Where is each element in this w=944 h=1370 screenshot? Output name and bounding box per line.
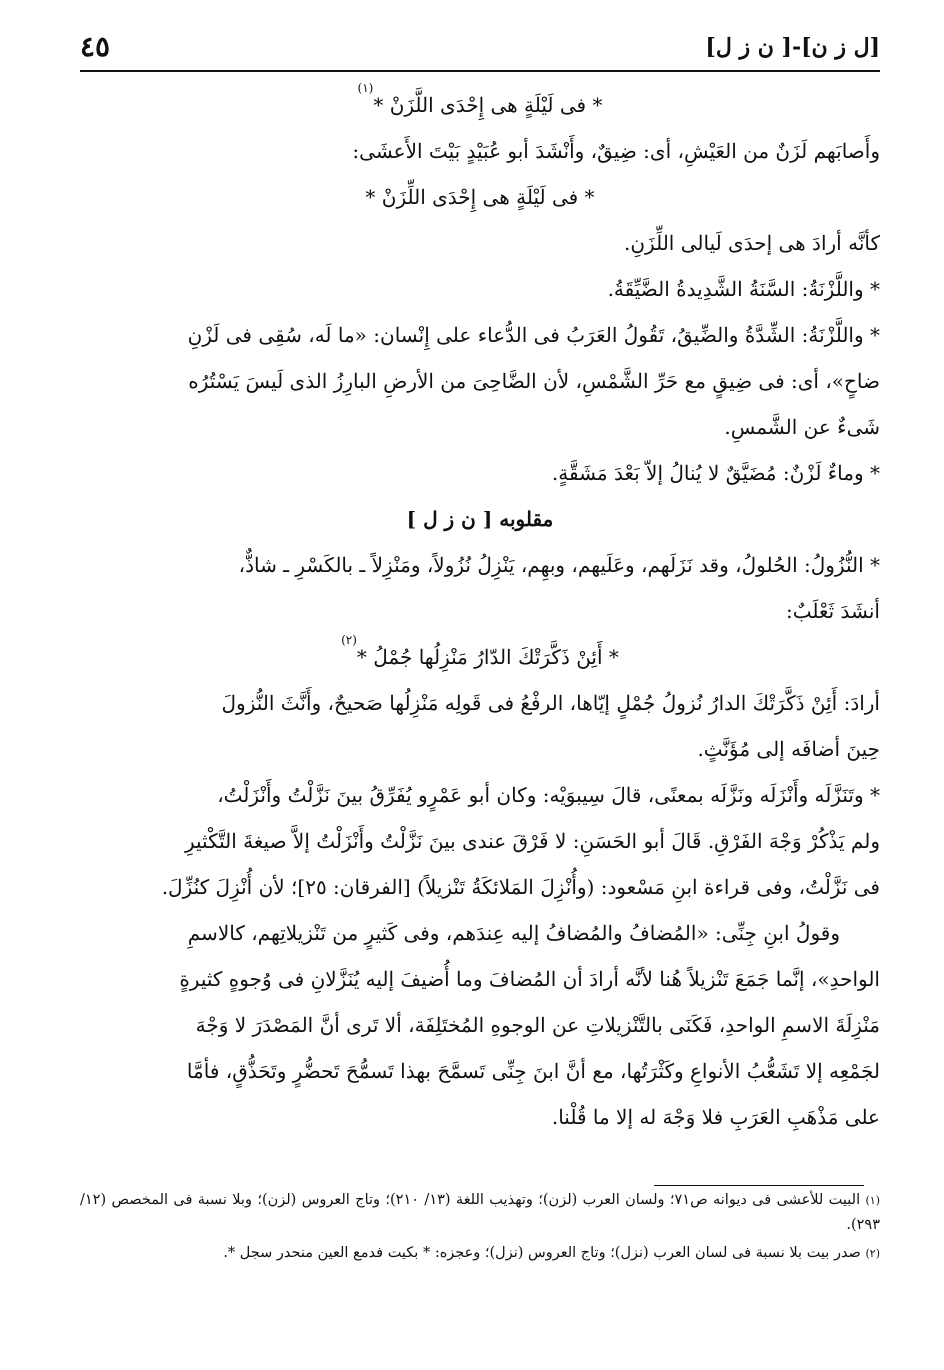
verse-line [80, 82, 880, 128]
header-rule [80, 70, 880, 72]
footnote-text: البيت للأعشى فى ديوانه ص٧١؛ ولسان العرب (لزن)؛ وتهذيب اللغة (١٣/ ٢١٠)؛ وتاج العروس (لزن)؛ وبلا نسبة فى المخصص (١٢/ ٢٩٣). [80, 1192, 880, 1233]
paragraph: وأَصابَهم لَزَنٌ من العَيْشِ، أى: ضِيقٌ، وأَنْشَدَ أبو عُبَيْدٍ بَيْتَ الأَعشَى: [352, 139, 880, 163]
page-header [80, 30, 880, 66]
paragraph-line: ضاحٍ»، أى: فى ضِيقٍ مع حَرِّ الشَّمْسِ، لأن الضَّاحِىَ من الأرضِ البارِزُ الذى لَيسَ يَسْتُرُه [188, 369, 880, 393]
main-text [80, 82, 880, 1140]
paragraph-line: فى نَزَّلْتُ، وفى قراءة ابنِ مَسْعود: (وأُنْزِلَ المَلائكَةُ تَنْزيلاً) [الفرقان: ٢٥]؛ لأن أُنْزِلَ كنُزِّلَ. [161, 875, 880, 899]
paragraph-line: ولم يَذْكُرْ وَجْهَ الفَرْقِ. قَالَ أبو الحَسَنِ: لا فَرْقَ عندى بينَ نَزَّلْتُ وأَنْزَلْتُ إلاَّ صيغةَ التَّكْثيرِ [184, 829, 880, 853]
footnote-1 [80, 1188, 880, 1238]
entry-line: * واللَّزْنَةُ: الشِّدَّةُ والضِّيقُ، تَقُولُ العَرَبُ فى الدُّعاء على إِنْسان: «ما لَه، سُقِى فى لَزْنِ [187, 323, 880, 347]
paragraph-line: حِينَ أضافَه إلى مُؤَنَّثٍ. [697, 737, 880, 761]
entry-line: * واللَّزْنَةُ: السَّنَةُ الشَّدِيدةُ الضَّيِّقَةُ. [607, 277, 880, 301]
entry-line: * وتَنَزَّلَه وأَنْزَلَه ونَزَّلَه بمعنًى، قالَ سِيبوَيْه: وكان أبو عَمْرٍو يُفَرِّقُ بينَ نَزَّلْتُ وأَنْزَلْتُ، [217, 783, 880, 807]
root-title: [ل ز ن]-[ ن ز ل] [705, 34, 880, 60]
paragraph-line: على مَذْهَبِ العَرَبِ فلا وَجْهَ له إلا ما قُلْنا. [551, 1105, 880, 1129]
page-number: ٤٥ [80, 30, 111, 63]
paragraph-line: الواحدِ»، إنَّما جَمَعَ تَنْزيلاً هُنا لأنَّه أرادَ أن المُضافَ وما أُضيفَ إليه يُنَزَّلانِ فى وُجوهٍ كثيرةٍ [179, 967, 880, 991]
verse-line: * فى لَيْلَةٍ هى إِحْدَى اللِّزَنْ * [365, 185, 595, 209]
footnote-ref: (٢) [341, 633, 357, 647]
footnote-mark: (٢) [865, 1247, 880, 1260]
footnotes [80, 1188, 880, 1269]
paragraph-line: أنشَدَ ثَعْلَبٌ: [785, 599, 880, 623]
footnote-rule [654, 1185, 864, 1186]
paragraph-line: شَىءٌ عن الشَّمسِ. [724, 415, 880, 439]
paragraph-line: لجَمْعِه إلا تَشَعُّبُ الأنواعِ وكَثْرَتُها، مع أنَّ ابنَ جِنِّى تَسمَّحَ بهذا تَسمُّحَ تَحضُّرٍ وتَحَذُّقٍ، فأمَّا [186, 1059, 880, 1083]
footnote-mark: (١) [865, 1194, 881, 1207]
entry-line: * وماءٌ لَزْنٌ: مُضَيَّقٌ لا يُنالُ إلاّ بَعْدَ مَشَقَّةٍ. [551, 461, 880, 485]
footnote-ref: (١) [357, 81, 374, 95]
footnote-2 [80, 1241, 880, 1266]
section-heading: مقلوبه [ ن ز ل ] [406, 507, 554, 531]
footnote-text: صدر بيت بلا نسبة فى لسان العرب (نزل)؛ وتاج العروس (نزل)؛ وعجزه: * بكيت فدمع العين منحدر سجل *. [223, 1245, 861, 1261]
paragraph-line: مَنْزِلَةَ الاسمِ الواحدِ، فَكَنَى بالتَّنْزيلاتِ عن الوجوهِ المُختَلِفَة، ألا تَرى أنَّ المَصْدَرَ لا وَجْهَ [195, 1013, 880, 1037]
paragraph-line: وقولُ ابنِ جِنِّى: «المُضافُ والمُضافُ إليه عِندَهم، وفى كَثيرٍ من تَنْزيلاتِهم، كالاسمِ [187, 921, 840, 945]
paragraph-line: أرادَ: أَئِنْ ذَكَّرَتْكَ الدارُ نُزولُ جُمْلٍ إيّاها، الرفْعُ فى قَولِه مَنْزِلُها صَحيحٌ، وأَنَّثَ النُّزولَ [221, 691, 880, 715]
verse-line [80, 634, 880, 680]
verse-text: * أَئِنْ ذَكَّرَتْكَ الدّارُ مَنْزِلُها جُمْلُ * [356, 645, 619, 669]
entry-line: * النُّزُولُ: الحُلولُ، وقد نَزَلَهم، وعَلَيهم، وبهِم، يَنْزِلُ نُزُولاً، ومَنْزِلاً ـ بالكَسْرِ ـ شاذٌّ، [238, 553, 880, 577]
paragraph: كأنَّه أرادَ هى إحدَى لَيالى اللِّزَنِ. [624, 231, 880, 255]
verse-text: * فى لَيْلَةٍ هى إِحْدَى اللَّزَنْ * [373, 93, 603, 117]
